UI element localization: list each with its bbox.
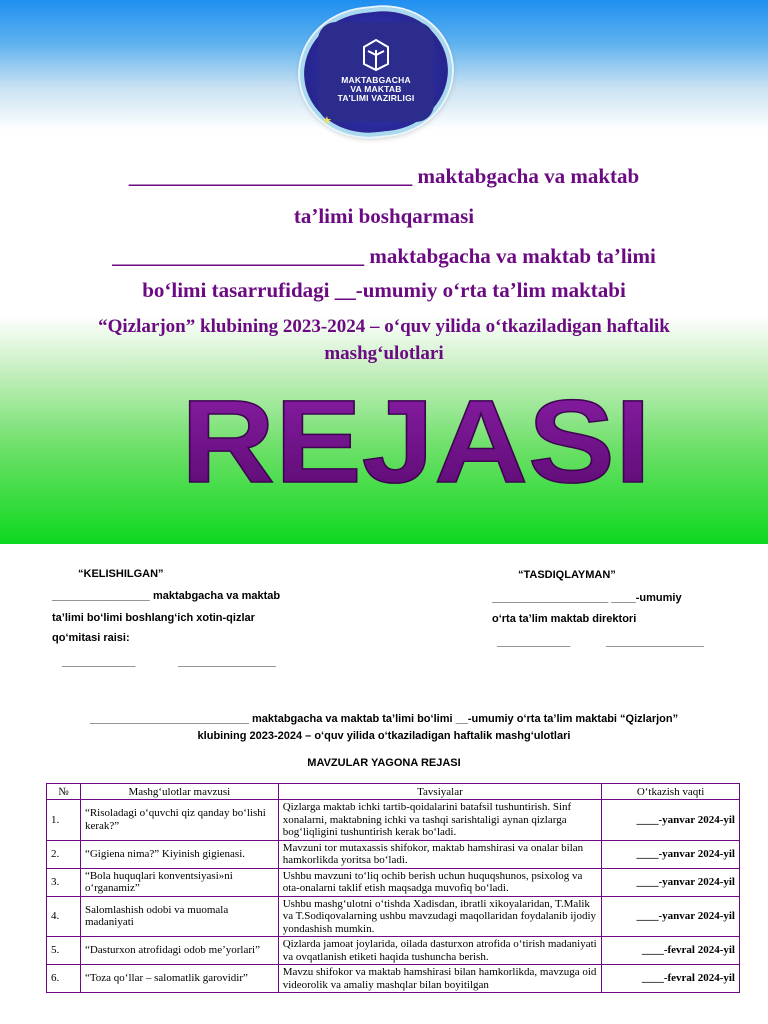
row-topic: “Gigiena nima?” Kiyinish gigienasi. [80, 840, 278, 868]
logo-text-line1: MAKTABGACHA [341, 75, 411, 85]
table-header-row [47, 784, 740, 800]
approval-left-sign2: ________________ [178, 656, 276, 668]
row-number: 5. [47, 937, 81, 965]
book-house-icon [358, 38, 394, 72]
row-recommendation: Qizlarda jamoat joylarida, oilada dasturxon atrofida o‘tirish madaniyati va ovqatlanish etiketi haqida tushuncha berish. [278, 937, 601, 965]
row-number: 2. [47, 840, 81, 868]
row-date: ____-yanvar 2024-yil [602, 840, 740, 868]
row-topic: “Toza qo‘llar – salomatlik garovidir” [80, 965, 278, 993]
row-recommendation: Mavzuni tor mutaxassis shifokor, maktab hamshirasi va onalar bilan hamkorlikda yoritsa bo‘ladi. [278, 840, 601, 868]
cover-line-4: bo‘limi tasarrufidagi __-umumiy o‘rta ta’lim maktabi [142, 278, 626, 302]
row-date: ____-yanvar 2024-yil [602, 800, 740, 841]
plan-title-line2: klubining 2023-2024 – o‘quv yilida o‘tkaziladigan haftalik mashg‘ulotlari [197, 730, 571, 742]
row-number: 4. [47, 896, 81, 937]
cover-line-6: mashg‘ulotlari [324, 343, 444, 364]
approval-left-line3: qo‘mitasi raisi: [52, 632, 130, 644]
header-number: № [47, 784, 81, 800]
cover-line-2: ta’limi boshqarmasi [293, 204, 475, 228]
row-recommendation: Mavzu shifokor va maktab hamshirasi bilan hamkorlikda, mavzuga oid videorolik va amaliy mashqlar bilan boyitilgan [278, 965, 601, 993]
logo-text-line3: TA'LIMI VAZIRLIGI [337, 93, 415, 103]
star-icon: ★ [322, 115, 332, 127]
row-recommendation: Ushbu mavzuni to‘liq ochib berish uchun huquqshunos, psixolog va ota-onalarni taklif etish maqsadga muvofiq bo‘ladi. [278, 868, 601, 896]
approval-right-line2: o‘rta ta’lim maktab direktori [492, 613, 637, 625]
row-topic: “Bola huquqlari konventsiyasi»ni o‘rganamiz” [80, 868, 278, 896]
header-topic: Mashg‘ulotlar mavzusi [80, 784, 278, 800]
approval-right-title: “TASDIQLAYMAN” [518, 569, 616, 581]
logo-text [322, 76, 430, 103]
cover-line-1: ___________________________ maktabgacha va maktab [128, 164, 640, 188]
row-date: ____-fevral 2024-yil [602, 965, 740, 993]
table-row [47, 868, 740, 896]
rejasi-word-art [174, 372, 658, 502]
table-row [47, 800, 740, 841]
row-number: 1. [47, 800, 81, 841]
row-date: ____-fevral 2024-yil [602, 937, 740, 965]
approval-left-line1: ________________ maktabgacha va maktab [52, 590, 281, 602]
approval-left-sign1: ____________ [62, 656, 136, 668]
row-topic: Salomlashish odobi va muomala madaniyati [80, 896, 278, 937]
row-recommendation: Ushbu mashg‘ulotni o‘tishda Xadisdan, ibratli xikoyalaridan, T.Malik va T.Sodiqovalarning ushbu mavzudagi maqollaridan foydalanib ijodiy yondashish mumkin. [278, 896, 601, 937]
rejasi-text: REJASI [181, 376, 651, 502]
cover-line-5: “Qizlarjon” klubining 2023-2024 – o‘quv yilida o‘tkaziladigan haftalik [98, 316, 670, 337]
plan-title-line1: __________________________ maktabgacha va maktab ta’limi bo‘limi __-umumiy o‘rta ta’lim maktabi “Qizlarjon” [89, 713, 679, 725]
cover-line-3: ________________________ maktabgacha va maktab ta’limi [112, 244, 656, 268]
row-topic: “Dasturxon atrofidagi odob me’yorlari” [80, 937, 278, 965]
table-row [47, 937, 740, 965]
table-row [47, 896, 740, 937]
approval-right-sign2: ________________ [606, 636, 704, 648]
ministry-logo [300, 8, 452, 136]
row-date: ____-yanvar 2024-yil [602, 896, 740, 937]
table-row [47, 965, 740, 993]
logo-badge [318, 22, 434, 122]
approval-right-sign1: ____________ [497, 636, 571, 648]
plan-table [46, 783, 740, 993]
approval-right-line1: ___________________ ____-umumiy [492, 592, 682, 604]
row-number: 3. [47, 868, 81, 896]
approval-left-title: “KELISHILGAN” [78, 568, 164, 580]
row-recommendation: Qizlarga maktab ichki tartib-qoidalarini batafsil tushuntirish. Sinf xonalarni, maktabning ichki va tashqi sarishtaligi aynan qizlarga bog‘liqligini tushuntirish kerak bo‘ladi. [278, 800, 601, 841]
logo-text-line2: VA MAKTAB [350, 84, 402, 94]
header-recommendations: Tavsiyalar [278, 784, 601, 800]
row-number: 6. [47, 965, 81, 993]
row-topic: “Risoladagi o‘quvchi qiz qanday bo‘lishi kerak?” [80, 800, 278, 841]
header-date: O‘tkazish vaqti [602, 784, 740, 800]
table-row [47, 840, 740, 868]
plan-title-heading: MAVZULAR YAGONA REJASI [307, 757, 461, 769]
row-date: ____-yanvar 2024-yil [602, 868, 740, 896]
approval-left-line2: ta’limi bo‘limi boshlang‘ich xotin-qizlar [52, 612, 255, 624]
